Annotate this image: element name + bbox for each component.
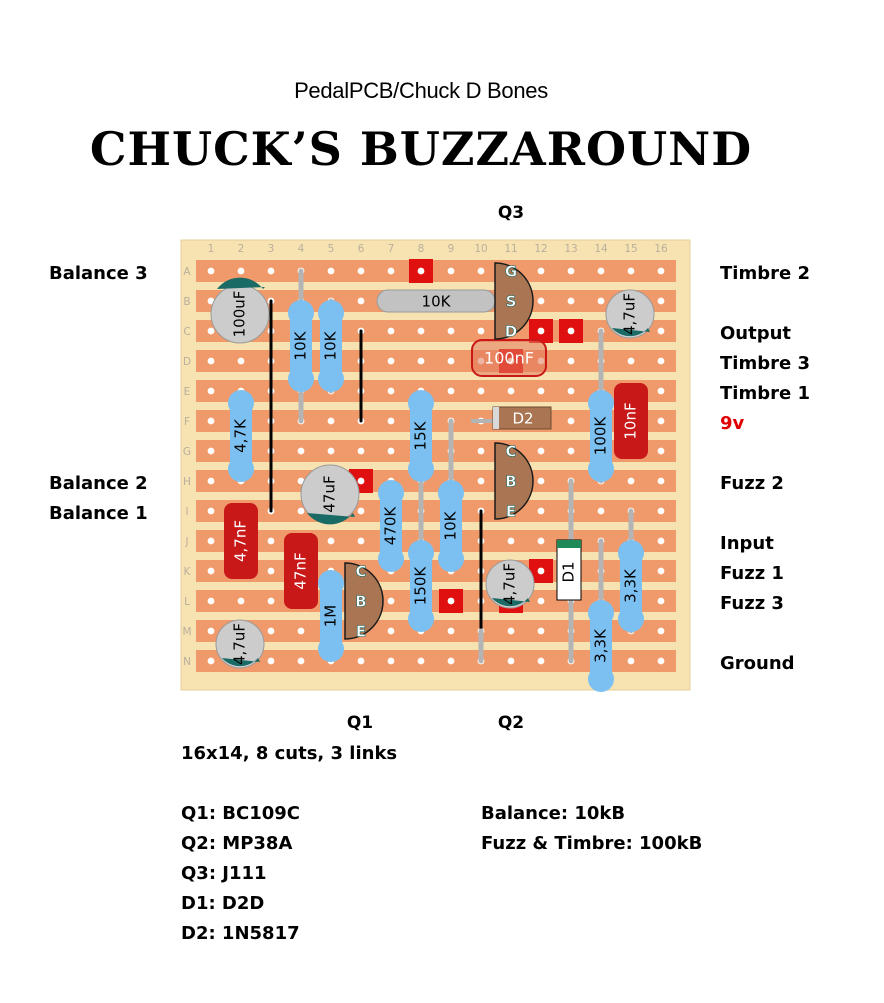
resistor-cap (408, 390, 434, 416)
resistor-value: 150K (411, 566, 430, 606)
resistor-cap (318, 300, 344, 326)
resistor-cap (318, 366, 344, 392)
strip-hole (658, 568, 665, 575)
resistor-10k-b (318, 300, 344, 392)
strip-hole (358, 268, 365, 275)
column-label: 12 (534, 243, 548, 255)
strip-hole (538, 388, 545, 395)
strip-hole (658, 328, 665, 335)
resistor-1m (318, 570, 344, 662)
column-label: 2 (237, 243, 245, 255)
row-label: L (184, 596, 190, 608)
strip-hole (208, 508, 215, 515)
diode-band (557, 540, 581, 548)
strip-hole (628, 658, 635, 665)
resistor-150k (408, 540, 434, 632)
transistor-pin-label: E (505, 502, 517, 521)
strip-hole (388, 598, 395, 605)
resistor-value: 100K (591, 416, 610, 456)
strip-hole (358, 298, 365, 305)
strip-hole (208, 388, 215, 395)
transistor-pin-label: B (505, 472, 517, 491)
resistor-cap (378, 480, 404, 506)
resistor-value: 3,3K (621, 569, 640, 603)
pot-fuzz-timbre: Fuzz & Timbre: 100kB (481, 833, 703, 854)
strip-hole (448, 628, 455, 635)
column-label: 7 (387, 243, 395, 255)
strip-hole (388, 418, 395, 425)
strip-hole (658, 298, 665, 305)
board-summary: 16x14, 8 cuts, 3 links (181, 743, 398, 764)
strip-hole (448, 268, 455, 275)
electrolytic-value: 100uF (230, 290, 249, 338)
page-title: CHUCK’S BUZZAROUND (89, 122, 753, 176)
strip-hole (298, 628, 305, 635)
capacitor-value: 4,7nF (231, 520, 250, 562)
output-label: Output (720, 323, 792, 344)
strip-hole (418, 658, 425, 665)
strip-hole (418, 358, 425, 365)
column-label: 13 (564, 243, 578, 255)
fuzz-2-label: Fuzz 2 (720, 473, 784, 494)
resistor-cap (438, 480, 464, 506)
strip-hole (538, 538, 545, 545)
column-label: 1 (207, 243, 215, 255)
strip-hole (508, 658, 515, 665)
cut-hole (418, 268, 425, 275)
row-label: M (182, 626, 192, 638)
strip-hole (298, 508, 305, 515)
diode-label: D1 (559, 561, 578, 583)
resistor-cap (618, 540, 644, 566)
resistor-value: 15K (411, 421, 430, 451)
resistor-cap (288, 300, 314, 326)
column-label: 4 (297, 243, 305, 255)
resistor-cap (408, 540, 434, 566)
column-label: 6 (357, 243, 365, 255)
transistor-pin-label: D (504, 322, 518, 341)
resistor-value: 10K (321, 331, 340, 361)
strip-hole (208, 598, 215, 605)
strip-hole (478, 478, 485, 485)
strip-hole (238, 598, 245, 605)
strip-hole (538, 448, 545, 455)
ground-label: Ground (720, 653, 795, 674)
strip-hole (358, 508, 365, 515)
strip-hole (328, 448, 335, 455)
strip-hole (568, 388, 575, 395)
balance-3-label: Balance 3 (49, 263, 148, 284)
strip-hole (448, 358, 455, 365)
strip-hole (328, 418, 335, 425)
strip-hole (268, 658, 275, 665)
resistor-value: 1M (321, 604, 340, 628)
strip-hole (268, 568, 275, 575)
resistor-value: 470K (381, 506, 400, 546)
strip-hole (388, 268, 395, 275)
column-label: 9 (447, 243, 455, 255)
resistor-10k-a (288, 300, 314, 392)
strip-hole (658, 538, 665, 545)
row-label: F (183, 416, 191, 428)
resistor-cap (228, 390, 254, 416)
resistor-10k-horizontal (377, 290, 495, 312)
q1-label: Q1 (346, 713, 374, 733)
resistor-10k-c (438, 480, 464, 572)
strip-hole (538, 658, 545, 665)
strip-hole (478, 268, 485, 275)
resistor-cap (438, 546, 464, 572)
resistor-4k7 (228, 390, 254, 482)
diode-band (493, 407, 499, 429)
strip-hole (508, 538, 515, 545)
transistor-pin-label: E (355, 622, 367, 641)
strip-hole (538, 628, 545, 635)
resistor-value: 10K (421, 292, 451, 311)
electrolytic-4u7-b (486, 560, 534, 608)
strip-hole (598, 298, 605, 305)
part-q1: Q1: BC109C (181, 803, 301, 824)
part-q3: Q3: J111 (181, 863, 267, 884)
input-label: Input (720, 533, 774, 554)
column-label: 14 (594, 243, 608, 255)
cut-hole (448, 598, 455, 605)
strip-hole (448, 388, 455, 395)
strip-hole (508, 388, 515, 395)
capacitor-47nf (284, 533, 318, 609)
resistor-cap (408, 606, 434, 632)
strip-hole (568, 358, 575, 365)
strip-hole (208, 358, 215, 365)
strip-hole (538, 508, 545, 515)
resistor-cap (288, 366, 314, 392)
strip-hole (448, 658, 455, 665)
strip-hole (628, 268, 635, 275)
strip-hole (358, 658, 365, 665)
resistor-cap (228, 456, 254, 482)
cut-hole (538, 328, 545, 335)
resistor-value: 3,3K (591, 629, 610, 663)
strip-hole (268, 598, 275, 605)
capacitor-100nf (472, 340, 546, 376)
strip-hole (568, 418, 575, 425)
strip-hole (268, 628, 275, 635)
column-label: 3 (267, 243, 275, 255)
column-label: 5 (327, 243, 335, 255)
strip-hole (538, 478, 545, 485)
transistor-pin-label: S (505, 292, 517, 311)
resistor-cap (408, 456, 434, 482)
resistor-3k3-a (588, 600, 614, 692)
strip-hole (658, 418, 665, 425)
fuzz-1-label: Fuzz 1 (720, 563, 784, 584)
electrolytic-4u7-a (606, 290, 654, 338)
subtitle: PedalPCB/Chuck D Bones (294, 78, 548, 103)
resistor-470k (378, 480, 404, 572)
strip-hole (448, 328, 455, 335)
strip-hole (298, 658, 305, 665)
resistor-cap (318, 570, 344, 596)
fuzz-3-label: Fuzz 3 (720, 593, 784, 614)
strip-hole (478, 328, 485, 335)
strip-hole (658, 268, 665, 275)
cut-hole (538, 568, 545, 575)
balance-2-label: Balance 2 (49, 473, 148, 494)
strip-hole (418, 328, 425, 335)
row-label: D (182, 356, 192, 368)
resistor-3k3-b (618, 540, 644, 632)
row-label: G (182, 446, 192, 458)
strip-hole (508, 628, 515, 635)
strip-hole (478, 388, 485, 395)
strip-hole (658, 448, 665, 455)
resistor-cap (588, 456, 614, 482)
capacitor-10nf (614, 383, 648, 459)
strip-hole (358, 448, 365, 455)
strip-hole (658, 358, 665, 365)
strip-hole (208, 628, 215, 635)
electrolytic-value: 4,7uF (500, 563, 519, 605)
part-d2: D2: 1N5817 (181, 923, 300, 944)
strip-hole (658, 658, 665, 665)
resistor-value: 4,7K (231, 419, 250, 453)
resistor-cap (318, 636, 344, 662)
strip-hole (328, 538, 335, 545)
resistor-value: 10K (441, 511, 460, 541)
strip-hole (328, 268, 335, 275)
strip-hole (388, 328, 395, 335)
timbre-3-label: Timbre 3 (720, 353, 810, 374)
transistor-pin-label: B (355, 592, 367, 611)
column-label: 15 (624, 243, 638, 255)
row-label: A (183, 266, 191, 278)
strip-hole (358, 538, 365, 545)
resistor-cap (618, 606, 644, 632)
strip-hole (628, 478, 635, 485)
capacitor-value: 10nF (621, 402, 640, 440)
strip-hole (658, 508, 665, 515)
row-label: J (185, 536, 189, 548)
strip-hole (478, 448, 485, 455)
resistor-value: 10K (291, 331, 310, 361)
transistor-pin-label: C (505, 442, 517, 461)
electrolytic-value: 47uF (320, 475, 339, 513)
resistor-cap (378, 546, 404, 572)
row-label: I (185, 506, 189, 518)
strip-hole (598, 508, 605, 515)
strip-hole (568, 298, 575, 305)
capacitor-value: 100nF (484, 348, 534, 368)
strip-hole (538, 268, 545, 275)
resistor-100k (588, 390, 614, 482)
row-label: B (183, 296, 191, 308)
electrolytic-4u7-c (216, 620, 264, 668)
row-label: K (183, 566, 191, 578)
strip-hole (628, 358, 635, 365)
strip-hole (388, 358, 395, 365)
electrolytic-value: 4,7uF (230, 623, 249, 665)
strip-hole (538, 598, 545, 605)
strip-hole (208, 418, 215, 425)
resistor-cap (588, 666, 614, 692)
strip-hole (238, 358, 245, 365)
transistor-pin-label: C (355, 562, 367, 581)
strip-hole (208, 448, 215, 455)
strip-hole (388, 388, 395, 395)
capacitor-4n7 (224, 503, 258, 579)
strip-hole (538, 298, 545, 305)
cut-hole (358, 478, 365, 485)
row-label: H (183, 476, 191, 488)
resistor-cap (588, 600, 614, 626)
strip-hole (208, 328, 215, 335)
q2-label: Q2 (497, 713, 525, 733)
strip-hole (208, 658, 215, 665)
strip-hole (208, 538, 215, 545)
cut-hole (568, 328, 575, 335)
strip-hole (658, 628, 665, 635)
diode-d1 (557, 540, 581, 600)
strip-hole (208, 268, 215, 275)
row-label: N (183, 656, 191, 668)
strip-hole (658, 388, 665, 395)
column-label: 10 (474, 243, 488, 255)
strip-hole (598, 268, 605, 275)
column-label: 8 (417, 243, 425, 255)
column-label: 11 (504, 243, 518, 255)
transistor-pin-label: G (504, 262, 518, 281)
resistor-15k (408, 390, 434, 482)
column-label: 16 (654, 243, 668, 255)
strip-hole (568, 268, 575, 275)
capacitor-value: 47nF (291, 552, 310, 590)
row-label: C (183, 326, 191, 338)
timbre-2-label: Timbre 2 (720, 263, 810, 284)
row-label: E (183, 386, 191, 398)
diode-label: D2 (512, 409, 534, 428)
strip-hole (568, 448, 575, 455)
electrolytic-value: 4,7uF (620, 293, 639, 335)
strip-hole (208, 568, 215, 575)
resistor-cap (588, 390, 614, 416)
power-9v-label: 9v (720, 413, 745, 434)
balance-1-label: Balance 1 (49, 503, 148, 524)
strip-hole (208, 478, 215, 485)
strip-hole (658, 478, 665, 485)
timbre-1-label: Timbre 1 (720, 383, 810, 404)
strip-hole (388, 628, 395, 635)
q3-label: Q3 (497, 203, 525, 223)
part-d1: D1: D2D (181, 893, 265, 914)
part-q2: Q2: MP38A (181, 833, 293, 854)
strip-hole (268, 538, 275, 545)
strip-hole (238, 268, 245, 275)
strip-hole (298, 448, 305, 455)
strip-hole (388, 448, 395, 455)
strip-hole (658, 598, 665, 605)
pot-balance: Balance: 10kB (481, 803, 626, 824)
strip-hole (388, 658, 395, 665)
strip-hole (268, 268, 275, 275)
